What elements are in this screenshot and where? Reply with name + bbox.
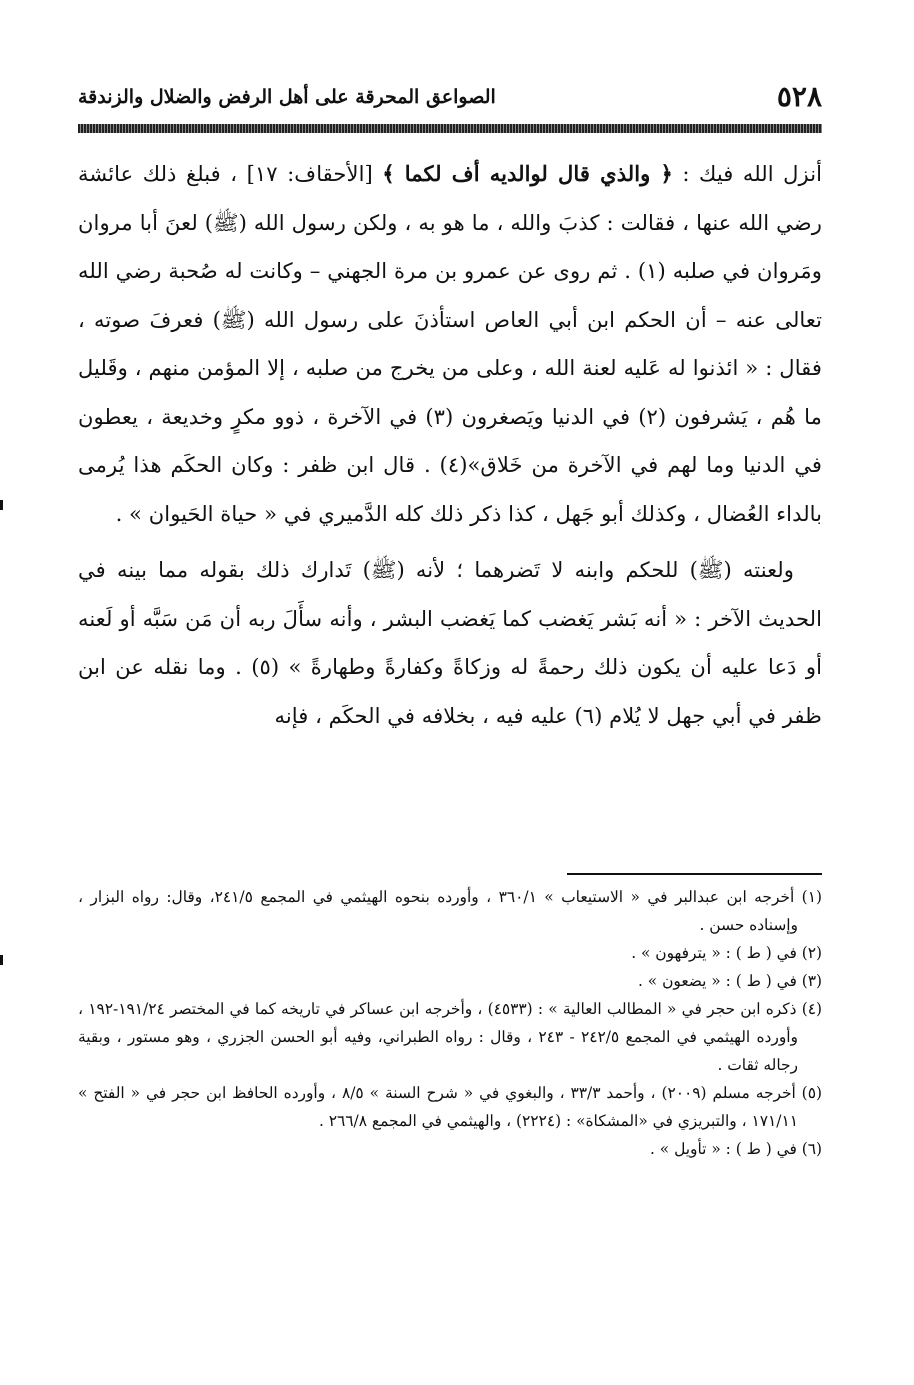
- footnote: (٥) أخرجه مسلم (٢٠٠٩) ، وأحمد ٣٣/٣ ، والبغوي في « شرح السنة » ٨/٥ ، وأورده الحافظ ابن حجر في « الفتح » ١٧١/١١ ، والتبريزي في «المشكاة» : (٢٢٢٤) ، والهيثمي في المجمع ٢٦٦/٨ .: [78, 1084, 822, 1130]
- paragraph-text: أنزل الله فيك :: [672, 161, 822, 186]
- footnote: (٢) في ( ط ) : « يترفهون » .: [631, 944, 822, 962]
- footnotes: [78, 883, 822, 1163]
- paragraph: [78, 150, 822, 538]
- footnote: (١) أخرجه ابن عبدالبر في « الاستيعاب » ٣٦٠/١ ، وأورده بنحوه الهيثمي في المجمع ٢٤١/٥، وقال: رواه البزار ، وإسناده حسن .: [78, 888, 822, 934]
- page-header: [78, 82, 822, 112]
- page-number: ٥٢٨: [776, 80, 822, 113]
- footnote: (٣) في ( ط ) : « يضعون » .: [638, 972, 822, 990]
- paragraph-text: [الأحقاف: ١٧] ، فبلغ ذلك عائشة رضي الله عنها ، فقالت : كذبَ والله ، ما هو به ، ولكن رسول الله (ﷺ) لعنَ أبا مروان ومَروان في صلبه (١) . ثم روى عن عمرو بن مرة الجهني – وكانت له صُحبة رضي الله تعالى عنه – أن الحكم ابن أبي العاص استأذنَ على رسول الله (ﷺ) فعرفَ صوته ، فقال : « ائذنوا له عَليه لعنة الله ، وعلى من يخرج من صلبه ، إلا المؤمن منهم ، وقَليل ما هُم ، يَشرفون (٢) في الدنيا ويَصغرون (٣) في الآخرة ، ذوو مكرٍ وخديعة ، يعطون في الدنيا وما لهم في الآخرة من خَلاق»(٤) . قال ابن ظفر : وكان الحكَم هذا يُرمى بالداء العُضال ، وكذلك أبو جَهل ، كذا ذكر ذلك كله الدَّميري في « حياة الحَيوان » .: [78, 161, 822, 526]
- main-text: [78, 150, 822, 740]
- quran-verse: ﴿ والذي قال لوالديه أف لكما ﴾: [382, 161, 673, 186]
- footnote: (٤) ذكره ابن حجر في « المطالب العالية » : (٤٥٣٣) ، وأخرجه ابن عساكر في تاريخه كما في المختصر ١٩١/٢٤-١٩٢ ، وأورده الهيثمي في المجمع ٢٤٢/٥ - ٢٤٣ ، وقال : رواه الطبراني، وفيه أبو الحسن الجزري ، وهو مستور ، وبقية رجاله ثقات .: [78, 1000, 822, 1074]
- footnote: (٦) في ( ط ) : « تأويل » .: [649, 1140, 822, 1158]
- margin-mark: [0, 500, 3, 510]
- paragraph: ولعنته (ﷺ) للحكم وابنه لا تَضرهما ؛ لأنه (ﷺ) تَدارك ذلك بقوله مما بينه في الحديث الآخر : « أنه بَشر يَغضب كما يَغضب البشر ، وأنه سأَلَ ربه أن مَن سَبَّه أو لَعنه أو دَعا عليه أن يكون ذلك رحمةً له وزكاةً وكفارةً وطهارةً » (٥) . وما نقله عن ابن ظفر في أبي جهل لا يُلام (٦) عليه فيه ، بخلافه في الحكَم ، فإنه: [78, 557, 822, 728]
- margin-mark: [0, 955, 3, 965]
- running-title: الصواعق المحرقة على أهل الرفض والضلال والزندقة: [78, 86, 496, 108]
- footnote-separator: [567, 873, 822, 875]
- header-rule: [78, 124, 822, 133]
